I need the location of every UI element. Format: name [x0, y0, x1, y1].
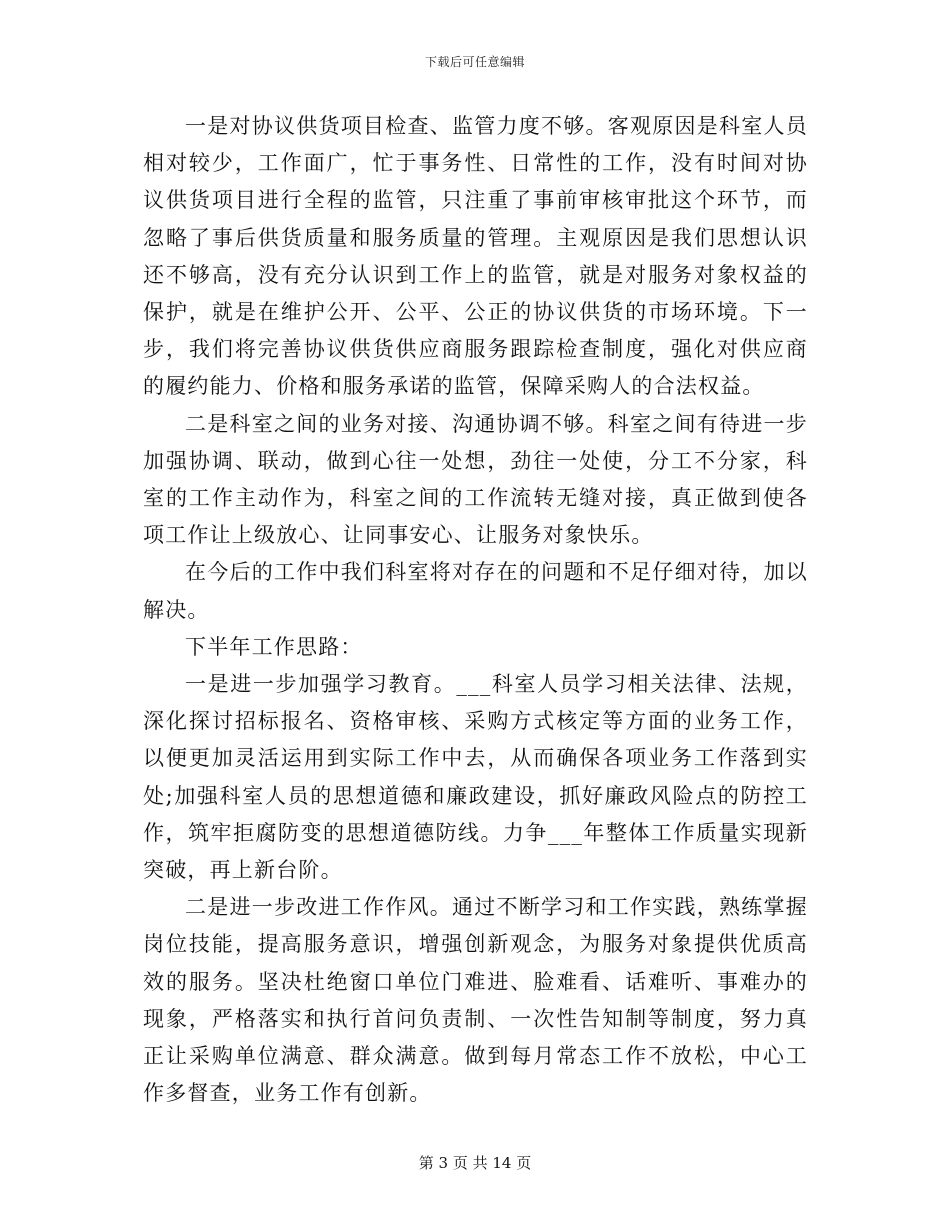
paragraph-2: 二是科室之间的业务对接、沟通协调不够。科室之间有待进一步加强协调、联动，做到心往一处想，劲往一处使，分工不分家，科室的工作主动作为，科室之间的工作流转无缝对接，真正做到使各项工作让上级放心、让同事安心、让服务对象快乐。: [143, 411, 808, 548]
paragraph-4-heading: 下半年工作思路：: [185, 634, 363, 659]
document-body: [143, 108, 808, 1112]
page-number: 第 3 页 共 14 页: [418, 1154, 532, 1172]
paragraph-6: 二是进一步改进工作作风。通过不断学习和工作实践，熟练掌握岗位技能，提高服务意识，增强创新观念，为服务对象提供优质高效的服务。坚决杜绝窗口单位门难进、脸难看、话难听、事难办的现象，严格落实和执行首问负责制、一次性告知制等制度，努力真正让采购单位满意、群众满意。做到每月常态工作不放松，中心工作多督查，业务工作有创新。: [143, 895, 808, 1106]
paragraph-5: 一是进一步加强学习教育。___科室人员学习相关法律、法规，深化探讨招标报名、资格审核、采购方式核定等方面的业务工作，以便更加灵活运用到实际工作中去，从而确保各项业务工作落到实处;加强科室人员的思想道德和廉政建设，抓好廉政风险点的防控工作，筑牢拒腐防变的思想道德防线。力争___年整体工作质量实现新突破，再上新台阶。: [143, 672, 808, 883]
paragraph-3: 在今后的工作中我们科室将对存在的问题和不足仔细对待，加以解决。: [143, 560, 808, 622]
header-note: 下载后可任意编辑: [424, 55, 525, 69]
paragraph-1: 一是对协议供货项目检查、监管力度不够。客观原因是科室人员相对较少，工作面广，忙于事务性、日常性的工作，没有时间对协议供货项目进行全程的监管，只注重了事前审核审批这个环节，而忽略了事后供货质量和服务质量的管理。主观原因是我们思想认识还不够高，没有充分认识到工作上的监管，就是对服务对象权益的保护，就是在维护公开、公平、公正的协议供货的市场环境。下一步，我们将完善协议供货供应商服务跟踪检查制度，强化对供应商的履约能力、价格和服务承诺的监管，保障采购人的合法权益。: [143, 114, 808, 399]
